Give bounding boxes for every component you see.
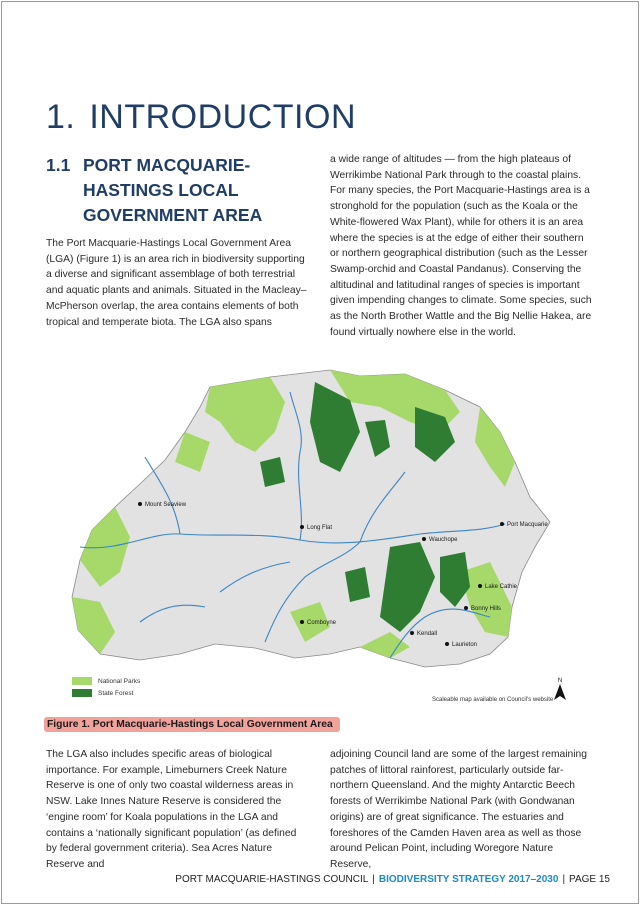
page-footer: [175, 874, 610, 885]
town-label: [410, 631, 437, 637]
legend-swatch: [72, 689, 92, 697]
north-arrow: [553, 678, 567, 705]
town-label: [445, 642, 477, 648]
town-marker: [300, 620, 304, 624]
body-paragraph-right: adjoining Council land are some of the largest remaining patches of littoral rainforest, particularly outside far-northern Queensland. And the mighty Antarctic Beech forests of Werrikimbe National Park (with Gondwanan origins) are of great significance. The estuaries and foreshores of the Camden Haven area as well as those around Pelican Point, including Woregore Nature Reserve,: [330, 749, 587, 870]
figure-caption: Figure 1. Port Macquarie-Hastings Local Government Area: [44, 717, 340, 732]
section-number: 1.1: [46, 155, 71, 175]
intro-paragraph-right: a wide range of altitudes — from the high plateaus of Werrikimbe National Park through to the coastal plains. For many species, the Port Macquarie-Hastings area is a stronghold for the population (such as the Koala or the White-flowered Wax Plant), while for others it is an area where the species is at the edge of either their southern or northern geographical distribution (such as the Lesser Swamp-orchid and Coastal Pandanus). Conserving the altitudinal and latitudinal ranges of species is important given impending changes to climate. Some species, such as the North Brother Wattle and the Big Nellie Hakea, are found virtually nowhere else in the world.: [330, 154, 592, 338]
town-marker: [445, 642, 449, 646]
town-name: Bonny Hills: [471, 606, 502, 612]
town-label: [464, 606, 501, 612]
footer-separator: |: [372, 874, 375, 885]
town-marker: [500, 522, 504, 526]
town-marker: [410, 631, 414, 635]
north-label: N: [557, 678, 563, 684]
chapter-title-text: INTRODUCTION: [89, 98, 357, 136]
section-title: PORT MACQUARIE-HASTINGS LOCAL GOVERNMENT AREA: [83, 155, 263, 225]
town-label: [300, 525, 332, 531]
legend-swatch: [72, 677, 92, 685]
town-name: Laurieton: [452, 642, 478, 648]
town-label: [500, 522, 548, 528]
town-label: [422, 537, 457, 543]
town-label: [300, 620, 336, 626]
section-heading: [46, 153, 296, 228]
footer-page-number: PAGE 15: [569, 874, 610, 885]
lga-map: [60, 362, 590, 712]
footer-council: PORT MACQUARIE-HASTINGS COUNCIL: [175, 874, 369, 885]
body-paragraph-left: The LGA also includes specific areas of biological importance. For example, Limeburners Creek Nature Reserve is one of only two coastal wilderness areas in NSW. Lake Innes Nature Reserve is considered the ‘engine room’ for Koala populations in the LGA and contains a ‘nationally significant population’ (as defined by federal government criteria). Sea Acres Nature Reserve and: [46, 749, 297, 870]
map-note: Scaleable map available on Council's website: [432, 697, 554, 703]
town-name: Mount Seaview: [145, 502, 187, 508]
town-marker: [422, 537, 426, 541]
town-name: Port Macquarie: [507, 522, 548, 528]
lga-map-figure: [60, 362, 590, 712]
chapter-title: [46, 98, 356, 137]
chapter-number: 1.: [46, 98, 76, 136]
map-legend: [72, 675, 140, 699]
legend-item-state-forest: [72, 687, 140, 699]
town-name: Kendall: [417, 631, 438, 637]
town-marker: [300, 525, 304, 529]
legend-label: State Forest: [98, 689, 134, 697]
footer-strategy: BIODIVERSITY STRATEGY 2017–2030: [378, 874, 559, 885]
town-marker: [464, 606, 468, 610]
legend-item-national-parks: [72, 675, 140, 687]
north-arrow-icon: [553, 684, 567, 700]
town-name: Wauchope: [429, 537, 458, 543]
town-marker: [138, 502, 142, 506]
town-marker: [478, 584, 482, 588]
town-label: [478, 584, 517, 590]
footer-separator: |: [562, 874, 566, 885]
town-name: Long Flat: [307, 525, 333, 531]
town-name: Comboyne: [307, 620, 337, 626]
legend-label: National Parks: [98, 677, 141, 685]
town-label: [138, 502, 186, 508]
town-name: Lake Cathie: [485, 584, 518, 590]
intro-paragraph-left: The Port Macquarie-Hastings Local Government Area (LGA) (Figure 1) is an area rich in biodiversity supporting a diverse and significant assemblage of both terrestrial and aquatic plants and animals. Situated in the Macleay–McPherson overlap, the area contains elements of both tropical and temperate biota. The LGA also spans: [46, 238, 307, 328]
